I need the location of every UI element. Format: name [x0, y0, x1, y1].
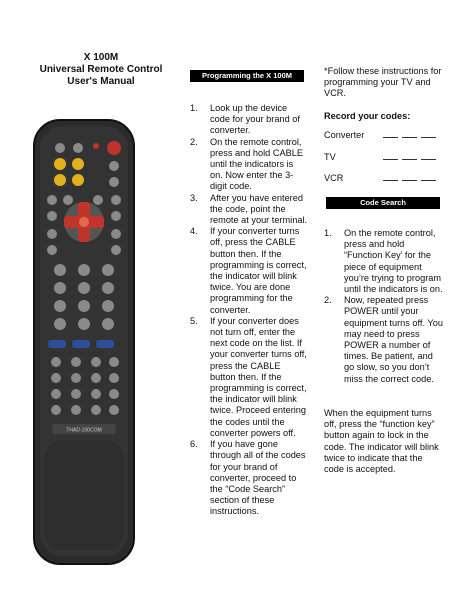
closing-paragraph: When the equipment turns off, press the “function key” button again to lock in the code. The indicator will blink twice to indicate that the code is accepted. — [324, 408, 439, 475]
left-column — [0, 0, 182, 612]
manual-title-product: Universal Remote Control — [39, 64, 163, 75]
list-item: 5. If your converter does not turn off, enter the next code on the list. If your converter turns off, press the CABLE button then. If the programming is correct, the indicator will blink twice. Proceed entering the codes until the converter powers off. — [190, 315, 307, 438]
code-row-tv: TV — [324, 152, 440, 162]
list-item: 1. Look up the device code for your brand of converter. — [190, 103, 300, 136]
code-row-converter: Converter — [324, 130, 440, 140]
list-item: 1. On the remote control, press and hold “Function Key’ for the piece of equipment you’re trying to program until the indicators is on. — [324, 228, 443, 295]
list-item: 2. Now, repeated press POWER until your equipment turns off. You may need to press POWER a number of times. Be patient, and go slow, so you don’t miss the correct code. — [324, 295, 443, 384]
programming-header: Programming the X 100M — [190, 70, 304, 82]
manual-title-doc: User's Manual — [67, 76, 135, 87]
list-item: 3. After you have entered the code, point the remote at your terminal. — [190, 192, 308, 226]
remote-brand-label: THAD-100COM — [66, 427, 102, 434]
programming-steps — [190, 103, 308, 518]
code-row-vcr: VCR — [324, 173, 440, 183]
code-search-header: Code Search — [326, 197, 440, 209]
manual-title-model: X 100M — [83, 52, 119, 63]
list-item: 6. If you have gone through all of the codes for your brand of converter, proceed to the “Code Search” section of these instructions. — [190, 439, 306, 517]
code-search-steps — [324, 228, 444, 385]
navigation-pad — [64, 202, 104, 242]
remote-control-image — [30, 118, 138, 566]
programming-note: *Follow these instructions for programming your TV and VCR. — [324, 66, 442, 99]
mode-buttons — [48, 340, 114, 348]
record-codes-title: Record your codes: — [324, 111, 411, 121]
list-item: 2. On the remote control, press and hold CABLE until the indicators is on. Now enter the 3-digit code. — [190, 136, 303, 192]
list-item: 4. If your converter turns off, press the CABLE button then. If the programming is correct, the indicator will blink twice. You are done programming for the converter. — [190, 226, 307, 315]
